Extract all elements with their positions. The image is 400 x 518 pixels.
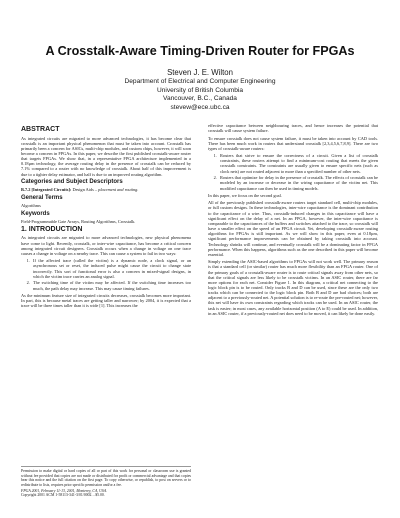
categories-text xyxy=(21,187,191,192)
body-paragraph: Simply extending the ASIC-based algorithms to FPGAs will not work well. The primary reason is that a standard cell (or similar) router has much more flexibility than an FPGA router. One of the primary goals of a crosstalk-aware router is to route critical signals away from other nets, so that the critical signals are less likely to be crosstalk victims. In an ASIC router, there are far more options for each net. Consider Figure 1. In this diagram, a critical net connecting to the logic block pin is to be routed. Only tracks B and D can be used, since these are the only two tracks which can be connected to the logic block pin. Both B and D are bad choices; both are adjacent to a previously-routed net. A potential solution is to re-route the pre-routed net; however, this net will have its own constraints regarding which tracks can be used. In an ASIC router, the task is easier; in most cases, any available horizontal position (A to E) could be used. In addition, in an ASIC router, if a previously-routed net does need to be moved, it can likely be done easily. xyxy=(208,259,378,316)
body-paragraph: effective capacitance between neighbouring traces, and hence increases the potential that crosstalk will cause system failure. xyxy=(208,123,378,134)
intro-paragraph-1: As integrated circuits are migrated to more advanced technologies, new physical phenomena have come to light. Recently, crosstalk, or inter-wire capacitance, has become a critical concern among integrated circuit designers. Crosstalk occurs when a change in voltage on one trace causes a change in voltage on a nearby trace. This can cause a system to fail in two ways: xyxy=(21,235,191,256)
permission-text: Permission to make digital or hard copies of all or part of this work for personal or classroom use is granted without fee provided that copies are not made or distributed for profit or commercial advantage and that copies bear this notice and the full citation on the first page. To copy otherwise, or republish, to post on servers or to redistribute to lists, requires prior specific permission and/or a fee. xyxy=(21,469,191,487)
paper-title: A Crosstalk-Aware Timing-Driven Router for FPGAs xyxy=(45,44,355,58)
categories-rest: Design Aids – xyxy=(71,187,99,193)
abstract-heading: ABSTRACT xyxy=(21,126,60,133)
intro-paragraph-2: As the minimum feature size of integrated circuits decreases, crosstalk becomes more important. In part, this is because metal traces are getting taller and narrower; by 2004, it is expected that a trace will be three times taller than it is wide [1]. This increases the xyxy=(21,292,191,309)
intro-list-item: 2. The switching time of the victim may be affected. If the switching time increases too much, the path delay may increase. This may cause timing failures. xyxy=(31,280,191,290)
author-university: University of British Columbia xyxy=(156,86,244,94)
author-city: Vancouver, B.C., Canada xyxy=(163,95,237,103)
intro-list-item: 1. If the affected trace (called the victim) is a dynamic node, a clock signal, or an asynchronous set or reset, the induced pulse might cause the circuit to change state incorrectly. This sort of functional error is also a concern in mixed-signal designs, in which the victim trace carries an analog signal. xyxy=(31,258,191,279)
router-type-item: 2. Routers that optimize for delay in the presence of crosstalk. The effects of crosstalk can be modeled by an increase or decrease in the wiring capacitance of the victim net. This modified capacitance can then be used in timing models. xyxy=(218,175,378,190)
router-type-item: 1. Routers that strive to ensure the correctness of a circuit. Given a list of crosstalk constraints, these routers attempt to find a minimum-cost routing that meets the given crosstalk constraints. The constraints are usually given to ensure specific nets (such as clock nets) are not routed adjacent to more than a specified number of other nets. xyxy=(218,153,378,174)
abstract-text: As integrated circuits are migrated to more advanced technologies, it has become clear that crosstalk is an important physical phenomenon that must be taken into account. Crosstalk has primarily been a concern for ASICs, multi-chip modules, and custom chips, however, it will soon become a concern in FPGAs. In this paper, we describe the first published crosstalk-aware router that targets FPGAs. We show that, in a representative FPGA architecture implemented in a 0.18µm technology, the average routing delay in the presence of crosstalk can be reduced by 7.1% compared to a router with no knowledge of crosstalk. About half of this improvement is due to a tighter delay estimator, and half is due to an improved routing algorithm. xyxy=(21,135,191,177)
router-types-list xyxy=(208,153,378,191)
left-column xyxy=(21,124,191,311)
keywords-heading: Keywords xyxy=(21,210,50,217)
intro-list xyxy=(21,258,191,290)
general-terms-heading: General Terms xyxy=(21,194,63,201)
categories-italic: placement and routing. xyxy=(98,187,139,193)
conference-line: FPGA 2001, February 11-13, 2001, Monterey, CA, USA. xyxy=(21,488,108,493)
body-paragraph: To ensure crosstalk does not cause system failure, it must be taken into account by CAD tools. There has been much work in routers that understand crosstalk [2,3,4,5,6,7,8,9]. There are two types of crosstalk-aware routers: xyxy=(208,135,378,151)
author-block xyxy=(0,67,400,112)
right-column xyxy=(208,123,378,318)
body-paragraph: In this paper, we focus on the second goal. xyxy=(208,192,282,198)
general-terms-text: Algorithms xyxy=(21,202,41,208)
categories-heading: Categories and Subject Descriptors xyxy=(21,179,123,186)
copyright-footnote xyxy=(21,466,191,498)
categories-code: B.7.2 [Integrated Circuits]: xyxy=(21,187,72,193)
author-name: Steven J. E. Wilton xyxy=(167,68,233,77)
copyright-line: Copyright 2001 ACM 1-58113-341-3/01/0002…$5.00. xyxy=(21,493,105,497)
introduction-heading: 1. INTRODUCTION xyxy=(21,225,83,233)
body-paragraph: All of the previously published crosstalk-aware routers target standard cell, multi-chip modules, or full custom designs. In these technologies, inter-wire capacitance is the dominant contribution to the capacitance of a wire. Thus, crosstalk-induced changes in this capacitance will have a significant effect on the delay of a net. In an FPGA, however, the inter-wire capacitance is comparable to the capacitances of the buffers and switches attached to the trace, so crosstalk will have a smaller effect on the speed of an FPGA circuit. Yet, developing crosstalk-aware routing algorithms for FPGAs is still important. As we will show in this paper, even at 0.18µm, significant performance improvements can be obtained by taking crosstalk into account. Technology shrinks will continue, and eventually crosstalk will be a dominating factor in FPGA performance. When this happens, algorithms such as the one described in this paper will become essential. xyxy=(208,200,378,257)
keywords-text: Field-Programmable Gate Arrays, Routing Algorithms, Crosstalk. xyxy=(21,218,136,224)
author-email: stevew@ece.ubc.ca xyxy=(170,103,230,111)
author-department: Department of Electrical and Computer Engineering xyxy=(124,78,276,85)
